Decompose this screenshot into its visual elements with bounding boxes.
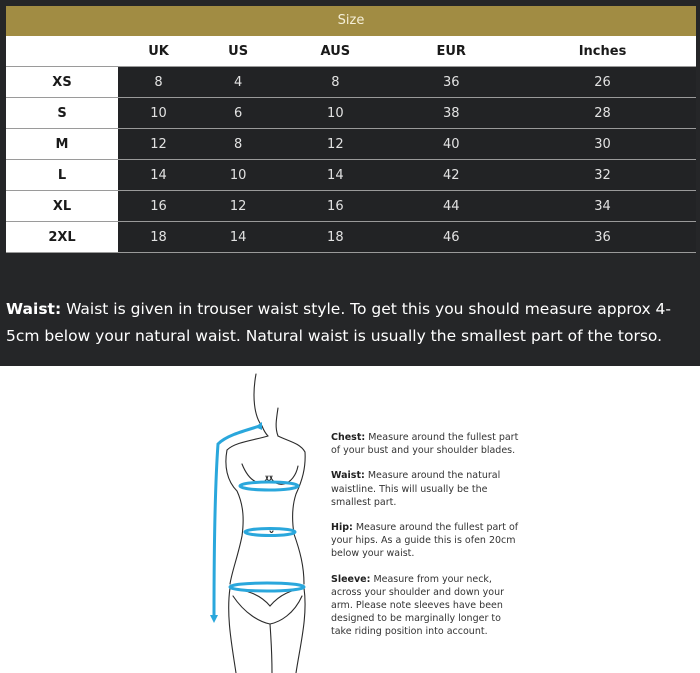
col-header: AUS bbox=[277, 36, 393, 67]
col-header: US bbox=[199, 36, 277, 67]
table-cell: 8 bbox=[118, 67, 199, 98]
row-label: L bbox=[6, 160, 118, 191]
waist-text: Measure around the natural waistline. This will usually be the smallest part. bbox=[331, 470, 501, 508]
chest-text: Measure around the fullest part of your bust and your shoulder blades. bbox=[331, 432, 519, 457]
table-row bbox=[6, 67, 696, 98]
sleeve-term: Sleeve: bbox=[331, 573, 371, 585]
row-label: S bbox=[6, 98, 118, 129]
table-cell: 10 bbox=[199, 160, 277, 191]
table-cell: 36 bbox=[509, 222, 696, 253]
waist-note-text: Waist is given in trouser waist style. To get this you should measure approx 4-5cm below your natural waist. Natural waist is usually the smallest part of the torso. bbox=[6, 300, 671, 345]
size-table bbox=[6, 36, 696, 253]
table-cell: 42 bbox=[393, 160, 509, 191]
table-cell: 14 bbox=[277, 160, 393, 191]
row-label: M bbox=[6, 129, 118, 160]
body-measurement-figure-icon bbox=[200, 366, 330, 673]
table-cell: 12 bbox=[199, 191, 277, 222]
table-cell: 28 bbox=[509, 98, 696, 129]
measurement-guide bbox=[0, 366, 700, 673]
table-cell: 14 bbox=[118, 160, 199, 191]
table-row bbox=[6, 160, 696, 191]
table-row bbox=[6, 98, 696, 129]
table-cell: 4 bbox=[199, 67, 277, 98]
table-cell: 8 bbox=[199, 129, 277, 160]
waist-guide bbox=[331, 469, 521, 509]
table-header-row bbox=[6, 36, 696, 67]
size-header: Size bbox=[6, 6, 696, 36]
table-cell: 30 bbox=[509, 129, 696, 160]
table-row bbox=[6, 129, 696, 160]
table-cell: 6 bbox=[199, 98, 277, 129]
table-cell: 18 bbox=[118, 222, 199, 253]
table-cell: 10 bbox=[277, 98, 393, 129]
table-cell: 26 bbox=[509, 67, 696, 98]
sleeve-text: Measure from your neck, across your shoulder and down your arm. Please note sleeves have been designed to be marginally longer to take riding position into account. bbox=[331, 573, 505, 638]
table-row bbox=[6, 191, 696, 222]
table-cell: 12 bbox=[277, 129, 393, 160]
hip-term: Hip: bbox=[331, 522, 353, 534]
table-cell: 46 bbox=[393, 222, 509, 253]
table-cell: 16 bbox=[118, 191, 199, 222]
col-header: UK bbox=[118, 36, 199, 67]
table-cell: 32 bbox=[509, 160, 696, 191]
hip-guide bbox=[331, 521, 521, 561]
waist-term: Waist: bbox=[331, 470, 365, 482]
chest-guide bbox=[331, 431, 521, 457]
table-cell: 34 bbox=[509, 191, 696, 222]
table-cell: 14 bbox=[199, 222, 277, 253]
table-cell: 36 bbox=[393, 67, 509, 98]
corner-cell bbox=[6, 36, 118, 67]
sleeve-guide bbox=[331, 573, 521, 639]
table-cell: 40 bbox=[393, 129, 509, 160]
table-cell: 16 bbox=[277, 191, 393, 222]
waist-note-term: Waist: bbox=[6, 300, 62, 318]
table-cell: 10 bbox=[118, 98, 199, 129]
hip-text: Measure around the fullest part of your hips. As a guide this is ofen 20cm below your waist. bbox=[331, 522, 519, 560]
col-header: Inches bbox=[509, 36, 696, 67]
row-label: XL bbox=[6, 191, 118, 222]
table-cell: 38 bbox=[393, 98, 509, 129]
chest-term: Chest: bbox=[331, 432, 366, 443]
row-label: XS bbox=[6, 67, 118, 98]
table-cell: 44 bbox=[393, 191, 509, 222]
row-label: 2XL bbox=[6, 222, 118, 253]
table-row bbox=[6, 222, 696, 253]
measurement-descriptions bbox=[331, 431, 521, 651]
col-header: EUR bbox=[393, 36, 509, 67]
table-cell: 12 bbox=[118, 129, 199, 160]
table-cell: 18 bbox=[277, 222, 393, 253]
table-cell: 8 bbox=[277, 67, 393, 98]
waist-note bbox=[6, 296, 696, 350]
